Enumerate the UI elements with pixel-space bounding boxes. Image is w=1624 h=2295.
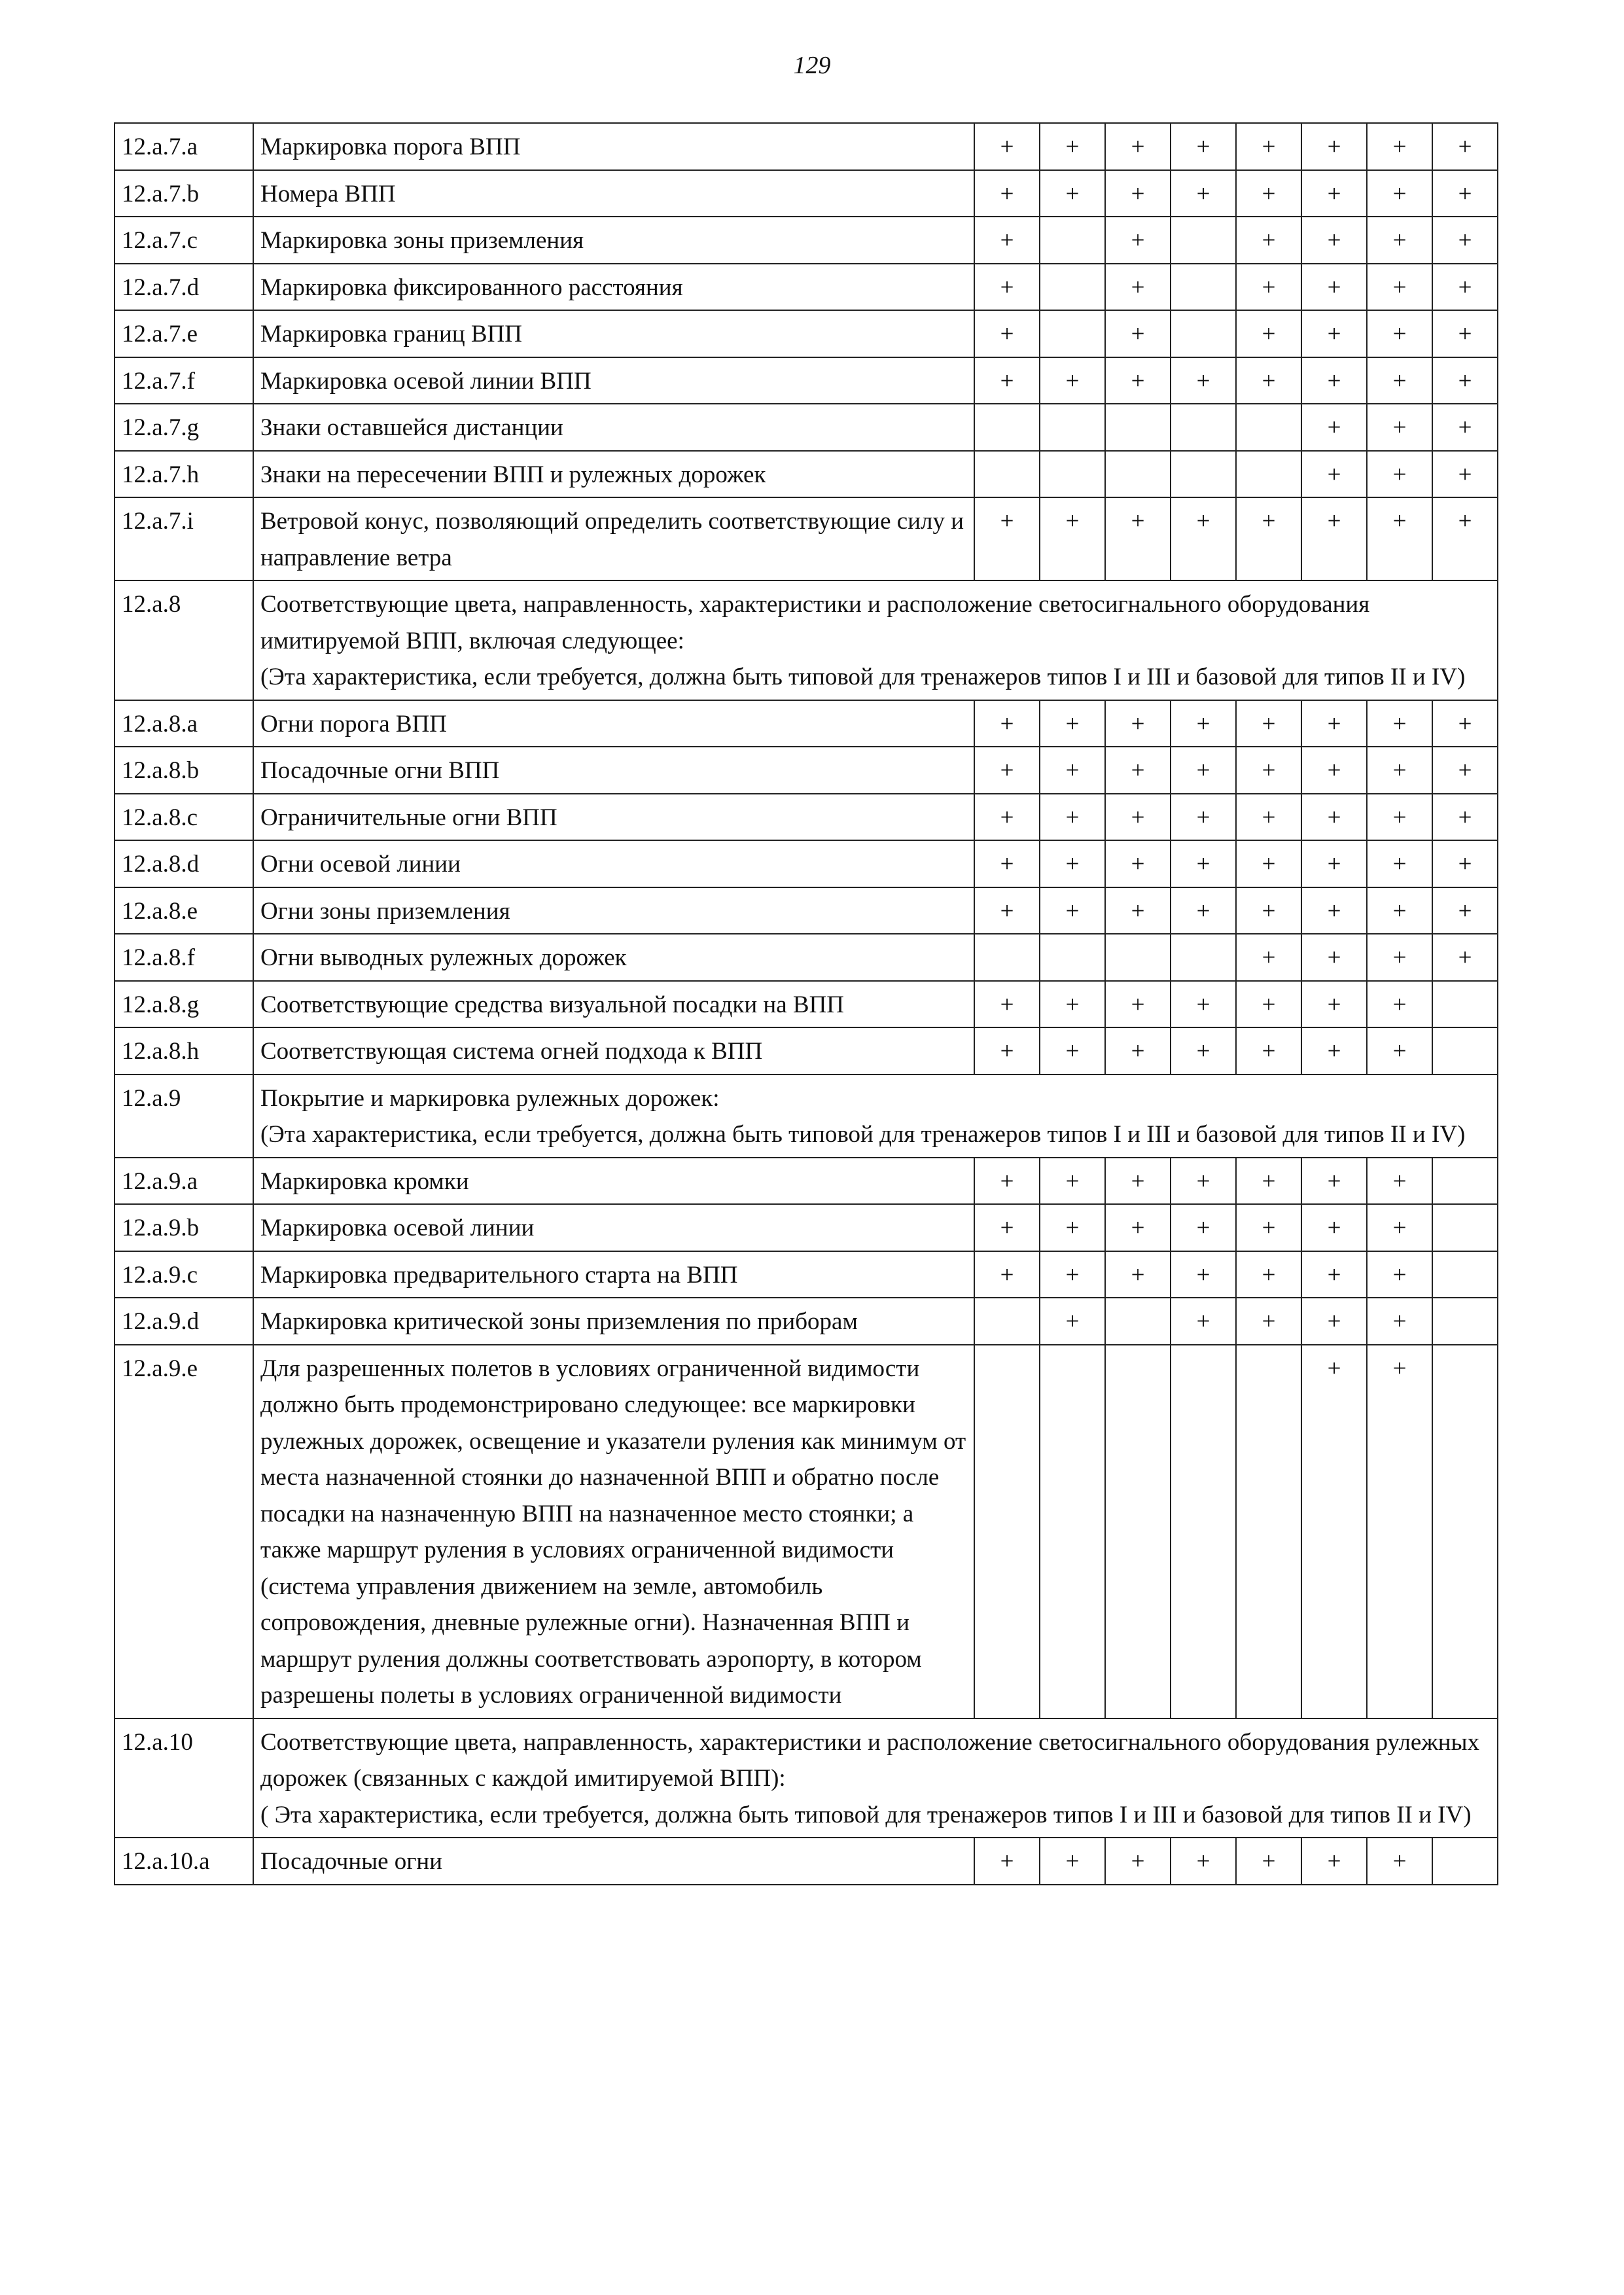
applicability-mark: +	[1367, 451, 1432, 498]
applicability-mark: +	[974, 840, 1040, 887]
applicability-mark: +	[1432, 217, 1498, 264]
row-code: 12.a.7.h	[115, 451, 253, 498]
applicability-mark: +	[1367, 1838, 1432, 1885]
section-note: ( Эта характеристика, если требуется, должна быть типовой для тренажеров типов I и III и базовой для типов II и IV)	[260, 1801, 1472, 1828]
applicability-mark: +	[974, 1838, 1040, 1885]
applicability-mark: +	[1105, 264, 1171, 311]
row-code: 12.a.8.e	[115, 887, 253, 934]
applicability-mark: +	[1236, 1027, 1301, 1075]
row-description: Маркировка осевой линии ВПП	[253, 357, 974, 404]
row-description: Маркировка границ ВПП	[253, 310, 974, 357]
applicability-mark: +	[1105, 357, 1171, 404]
applicability-mark	[1432, 1838, 1498, 1885]
applicability-mark: +	[1236, 747, 1301, 794]
applicability-mark: +	[1040, 794, 1105, 841]
applicability-mark: +	[1236, 497, 1301, 580]
row-code: 12.a.8.b	[115, 747, 253, 794]
table-row	[115, 123, 1498, 170]
applicability-mark: +	[1040, 1251, 1105, 1298]
applicability-mark: +	[1432, 497, 1498, 580]
applicability-mark: +	[974, 123, 1040, 170]
table-row	[115, 404, 1498, 451]
applicability-mark: +	[974, 700, 1040, 747]
applicability-mark	[1432, 1027, 1498, 1075]
applicability-mark	[974, 1298, 1040, 1345]
applicability-mark: +	[1432, 264, 1498, 311]
section-note: (Эта характеристика, если требуется, должна быть типовой для тренажеров типов I и III и базовой для типов II и IV)	[260, 664, 1466, 690]
applicability-mark: +	[1171, 840, 1236, 887]
applicability-mark: +	[1105, 840, 1171, 887]
table-row	[115, 934, 1498, 981]
applicability-mark: +	[1367, 1204, 1432, 1251]
applicability-mark	[1171, 404, 1236, 451]
applicability-mark: +	[974, 887, 1040, 934]
row-code: 12.a.8.h	[115, 1027, 253, 1075]
row-code: 12.a.10	[115, 1718, 253, 1838]
applicability-mark	[974, 451, 1040, 498]
applicability-mark: +	[1171, 170, 1236, 217]
applicability-mark: +	[1432, 404, 1498, 451]
applicability-mark: +	[974, 794, 1040, 841]
applicability-mark: +	[1236, 310, 1301, 357]
row-description: Знаки оставшейся дистанции	[253, 404, 974, 451]
requirements-table	[114, 122, 1498, 1885]
applicability-mark: +	[1367, 1251, 1432, 1298]
applicability-mark: +	[1236, 170, 1301, 217]
applicability-mark: +	[974, 357, 1040, 404]
applicability-mark	[1171, 264, 1236, 311]
applicability-mark: +	[1301, 1027, 1367, 1075]
applicability-mark: +	[1301, 170, 1367, 217]
table-row	[115, 1251, 1498, 1298]
row-description: Ограничительные огни ВПП	[253, 794, 974, 841]
row-description: Маркировка предварительного старта на ВПП	[253, 1251, 974, 1298]
applicability-mark: +	[1105, 1027, 1171, 1075]
applicability-mark: +	[1105, 747, 1171, 794]
applicability-mark: +	[1105, 981, 1171, 1028]
applicability-mark: +	[1367, 981, 1432, 1028]
applicability-mark: +	[1301, 497, 1367, 580]
table-row	[115, 1345, 1498, 1718]
row-description: Для разрешенных полетов в условиях ограниченной видимости должно быть продемонстрировано следующее: все маркировки рулежных дорожек, освещение и указатели руления как минимум от места назначенной стоянки до назначенной ВПП и обратно после посадки на назначенную ВПП на назначенное место стоянки; а также маршрут руления в условиях ограниченной видимости (система управления движением на земле, автомобиль сопровождения, дневные рулежные огни). Назначенная ВПП и маршрут руления должны соответствовать аэропорту, в котором разрешены полеты в условиях ограниченной видимости	[253, 1345, 974, 1718]
applicability-mark	[1040, 217, 1105, 264]
applicability-mark: +	[1236, 794, 1301, 841]
row-description: Маркировка критической зоны приземления по приборам	[253, 1298, 974, 1345]
applicability-mark: +	[1040, 887, 1105, 934]
applicability-mark: +	[1105, 700, 1171, 747]
row-code: 12.a.9.a	[115, 1158, 253, 1205]
row-description: Огни зоны приземления	[253, 887, 974, 934]
applicability-mark: +	[1236, 887, 1301, 934]
applicability-mark	[1105, 1345, 1171, 1718]
row-code: 12.a.7.i	[115, 497, 253, 580]
row-code: 12.a.7.f	[115, 357, 253, 404]
applicability-mark: +	[1367, 840, 1432, 887]
table-row	[115, 1158, 1498, 1205]
applicability-mark	[1040, 934, 1105, 981]
applicability-mark: +	[974, 217, 1040, 264]
applicability-mark: +	[1236, 123, 1301, 170]
applicability-mark: +	[974, 1251, 1040, 1298]
applicability-mark	[1171, 934, 1236, 981]
applicability-mark: +	[1171, 1838, 1236, 1885]
applicability-mark: +	[1367, 1027, 1432, 1075]
applicability-mark: +	[1301, 1204, 1367, 1251]
row-code: 12.a.9.d	[115, 1298, 253, 1345]
applicability-mark: +	[1301, 981, 1367, 1028]
applicability-mark	[1040, 310, 1105, 357]
row-code: 12.a.7.e	[115, 310, 253, 357]
applicability-mark	[1105, 404, 1171, 451]
table-row	[115, 170, 1498, 217]
applicability-mark: +	[1301, 1838, 1367, 1885]
applicability-mark: +	[1301, 1298, 1367, 1345]
table-row	[115, 840, 1498, 887]
row-code: 12.a.7.c	[115, 217, 253, 264]
applicability-mark	[1432, 1158, 1498, 1205]
table-row	[115, 887, 1498, 934]
applicability-mark	[1432, 1204, 1498, 1251]
applicability-mark: +	[1432, 794, 1498, 841]
applicability-mark: +	[1301, 357, 1367, 404]
section-description	[253, 1075, 1498, 1158]
applicability-mark	[1171, 310, 1236, 357]
applicability-mark: +	[1236, 1204, 1301, 1251]
row-code: 12.a.9.c	[115, 1251, 253, 1298]
applicability-mark: +	[1040, 700, 1105, 747]
applicability-mark: +	[1301, 404, 1367, 451]
applicability-mark: +	[1236, 357, 1301, 404]
row-description: Номера ВПП	[253, 170, 974, 217]
row-description: Маркировка зоны приземления	[253, 217, 974, 264]
applicability-mark: +	[1301, 887, 1367, 934]
table-row	[115, 310, 1498, 357]
applicability-mark: +	[1367, 217, 1432, 264]
applicability-mark	[1040, 1345, 1105, 1718]
table-row	[115, 747, 1498, 794]
row-description: Посадочные огни	[253, 1838, 974, 1885]
applicability-mark: +	[974, 497, 1040, 580]
row-code: 12.a.8.a	[115, 700, 253, 747]
applicability-mark: +	[1367, 497, 1432, 580]
applicability-mark: +	[1171, 1298, 1236, 1345]
applicability-mark: +	[1301, 747, 1367, 794]
applicability-mark: +	[1040, 840, 1105, 887]
row-code: 12.a.9.e	[115, 1345, 253, 1718]
applicability-mark: +	[1236, 1251, 1301, 1298]
row-code: 12.a.7.d	[115, 264, 253, 311]
row-description: Ветровой конус, позволяющий определить соответствующие силу и направление ветра	[253, 497, 974, 580]
applicability-mark: +	[1171, 357, 1236, 404]
section-text: Покрытие и маркировка рулежных дорожек:	[260, 1084, 720, 1112]
applicability-mark	[1432, 1298, 1498, 1345]
row-code: 12.a.7.a	[115, 123, 253, 170]
applicability-mark: +	[1040, 1027, 1105, 1075]
applicability-mark	[1040, 451, 1105, 498]
applicability-mark: +	[1367, 170, 1432, 217]
applicability-mark: +	[974, 1027, 1040, 1075]
row-code: 12.a.7.b	[115, 170, 253, 217]
page-number: 129	[793, 52, 831, 79]
applicability-mark: +	[1301, 217, 1367, 264]
applicability-mark: +	[1171, 981, 1236, 1028]
applicability-mark: +	[1236, 981, 1301, 1028]
row-description: Знаки на пересечении ВПП и рулежных дорожек	[253, 451, 974, 498]
applicability-mark: +	[1171, 1204, 1236, 1251]
applicability-mark: +	[974, 981, 1040, 1028]
section-row	[115, 580, 1498, 700]
applicability-mark: +	[1040, 1298, 1105, 1345]
applicability-mark: +	[1367, 1298, 1432, 1345]
applicability-mark: +	[974, 310, 1040, 357]
applicability-mark: +	[1367, 264, 1432, 311]
applicability-mark	[1432, 1251, 1498, 1298]
applicability-mark: +	[1171, 497, 1236, 580]
applicability-mark: +	[1236, 1298, 1301, 1345]
applicability-mark: +	[1171, 887, 1236, 934]
row-description: Огни выводных рулежных дорожек	[253, 934, 974, 981]
applicability-mark: +	[1171, 1251, 1236, 1298]
applicability-mark: +	[1367, 123, 1432, 170]
applicability-mark: +	[1105, 1158, 1171, 1205]
applicability-mark: +	[1432, 840, 1498, 887]
section-description	[253, 580, 1498, 700]
applicability-mark: +	[1236, 934, 1301, 981]
row-description: Соответствующие средства визуальной посадки на ВПП	[253, 981, 974, 1028]
applicability-mark: +	[1301, 451, 1367, 498]
applicability-mark: +	[1301, 700, 1367, 747]
applicability-mark	[1105, 934, 1171, 981]
applicability-mark: +	[1432, 747, 1498, 794]
applicability-mark	[974, 404, 1040, 451]
row-code: 12.a.8.c	[115, 794, 253, 841]
applicability-mark: +	[1105, 1251, 1171, 1298]
applicability-mark: +	[1040, 1204, 1105, 1251]
applicability-mark: +	[1367, 887, 1432, 934]
section-note: (Эта характеристика, если требуется, должна быть типовой для тренажеров типов I и III и базовой для типов II и IV)	[260, 1121, 1466, 1148]
applicability-mark: +	[1367, 1158, 1432, 1205]
row-description: Соответствующая система огней подхода к ВПП	[253, 1027, 974, 1075]
row-description: Маркировка кромки	[253, 1158, 974, 1205]
applicability-mark: +	[1105, 310, 1171, 357]
applicability-mark	[1040, 404, 1105, 451]
row-code: 12.a.8.g	[115, 981, 253, 1028]
row-code: 12.a.8.f	[115, 934, 253, 981]
applicability-mark: +	[1040, 1838, 1105, 1885]
applicability-mark: +	[1105, 794, 1171, 841]
table-row	[115, 497, 1498, 580]
applicability-mark: +	[1432, 123, 1498, 170]
table-row	[115, 981, 1498, 1028]
applicability-mark	[1432, 1345, 1498, 1718]
section-text: Соответствующие цвета, направленность, характеристики и расположение светосигнального оборудования имитируемой ВПП, включая следующее:	[260, 591, 1370, 654]
applicability-mark: +	[1236, 217, 1301, 264]
applicability-mark	[1236, 451, 1301, 498]
applicability-mark: +	[1301, 1251, 1367, 1298]
applicability-mark: +	[1171, 747, 1236, 794]
applicability-mark: +	[1171, 1158, 1236, 1205]
applicability-mark: +	[1040, 1158, 1105, 1205]
applicability-mark: +	[1236, 700, 1301, 747]
applicability-mark: +	[1105, 497, 1171, 580]
applicability-mark	[1105, 451, 1171, 498]
applicability-mark: +	[1236, 1158, 1301, 1205]
applicability-mark: +	[1367, 310, 1432, 357]
applicability-mark: +	[1367, 700, 1432, 747]
row-code: 12.a.8	[115, 580, 253, 700]
table-row	[115, 794, 1498, 841]
applicability-mark: +	[1105, 170, 1171, 217]
applicability-mark	[1040, 264, 1105, 311]
applicability-mark: +	[1040, 747, 1105, 794]
table-row	[115, 357, 1498, 404]
section-row	[115, 1718, 1498, 1838]
applicability-mark: +	[1301, 794, 1367, 841]
applicability-mark: +	[1301, 840, 1367, 887]
applicability-mark: +	[1367, 1345, 1432, 1718]
applicability-mark: +	[974, 170, 1040, 217]
applicability-mark: +	[1301, 123, 1367, 170]
applicability-mark: +	[1236, 264, 1301, 311]
applicability-mark: +	[1301, 310, 1367, 357]
applicability-mark: +	[1432, 887, 1498, 934]
table-row	[115, 1298, 1498, 1345]
applicability-mark	[1171, 217, 1236, 264]
applicability-mark	[1432, 981, 1498, 1028]
applicability-mark: +	[1432, 451, 1498, 498]
applicability-mark: +	[1105, 217, 1171, 264]
applicability-mark	[1105, 1298, 1171, 1345]
applicability-mark	[974, 1345, 1040, 1718]
applicability-mark: +	[1367, 357, 1432, 404]
applicability-mark	[974, 934, 1040, 981]
applicability-mark: +	[1105, 887, 1171, 934]
row-description: Посадочные огни ВПП	[253, 747, 974, 794]
applicability-mark: +	[974, 747, 1040, 794]
row-code: 12.a.9.b	[115, 1204, 253, 1251]
applicability-mark: +	[1040, 357, 1105, 404]
table-row	[115, 1838, 1498, 1885]
applicability-mark: +	[974, 264, 1040, 311]
applicability-mark	[1171, 451, 1236, 498]
table-body	[115, 123, 1498, 1885]
applicability-mark: +	[1040, 497, 1105, 580]
row-description: Маркировка порога ВПП	[253, 123, 974, 170]
applicability-mark: +	[1432, 700, 1498, 747]
row-description: Огни осевой линии	[253, 840, 974, 887]
applicability-mark: +	[1367, 794, 1432, 841]
applicability-mark: +	[974, 1158, 1040, 1205]
applicability-mark: +	[1367, 404, 1432, 451]
row-code: 12.a.8.d	[115, 840, 253, 887]
applicability-mark: +	[974, 1204, 1040, 1251]
applicability-mark: +	[1432, 934, 1498, 981]
applicability-mark: +	[1040, 170, 1105, 217]
applicability-mark	[1171, 1345, 1236, 1718]
table-row	[115, 217, 1498, 264]
applicability-mark: +	[1171, 123, 1236, 170]
applicability-mark: +	[1236, 1838, 1301, 1885]
applicability-mark: +	[1301, 1345, 1367, 1718]
row-code: 12.a.10.a	[115, 1838, 253, 1885]
applicability-mark: +	[1040, 123, 1105, 170]
row-code: 12.a.7.g	[115, 404, 253, 451]
table-row	[115, 700, 1498, 747]
section-description	[253, 1718, 1498, 1838]
applicability-mark: +	[1367, 934, 1432, 981]
applicability-mark	[1236, 404, 1301, 451]
applicability-mark: +	[1171, 1027, 1236, 1075]
applicability-mark: +	[1432, 310, 1498, 357]
applicability-mark: +	[1105, 1204, 1171, 1251]
table-row	[115, 1027, 1498, 1075]
applicability-mark: +	[1301, 264, 1367, 311]
row-code: 12.a.9	[115, 1075, 253, 1158]
table-row	[115, 264, 1498, 311]
applicability-mark: +	[1171, 794, 1236, 841]
applicability-mark: +	[1301, 934, 1367, 981]
table-row	[115, 1204, 1498, 1251]
applicability-mark	[1236, 1345, 1301, 1718]
applicability-mark: +	[1236, 840, 1301, 887]
applicability-mark: +	[1432, 357, 1498, 404]
row-description: Огни порога ВПП	[253, 700, 974, 747]
applicability-mark: +	[1105, 123, 1171, 170]
section-text: Соответствующие цвета, направленность, характеристики и расположение светосигнального оборудования рулежных дорожек (связанных с каждой имитируемой ВПП):	[260, 1728, 1479, 1792]
applicability-mark: +	[1040, 981, 1105, 1028]
section-row	[115, 1075, 1498, 1158]
table-row	[115, 451, 1498, 498]
row-description: Маркировка фиксированного расстояния	[253, 264, 974, 311]
row-description: Маркировка осевой линии	[253, 1204, 974, 1251]
applicability-mark: +	[1432, 170, 1498, 217]
applicability-mark: +	[1171, 700, 1236, 747]
applicability-mark: +	[1105, 1838, 1171, 1885]
applicability-mark: +	[1367, 747, 1432, 794]
applicability-mark: +	[1301, 1158, 1367, 1205]
